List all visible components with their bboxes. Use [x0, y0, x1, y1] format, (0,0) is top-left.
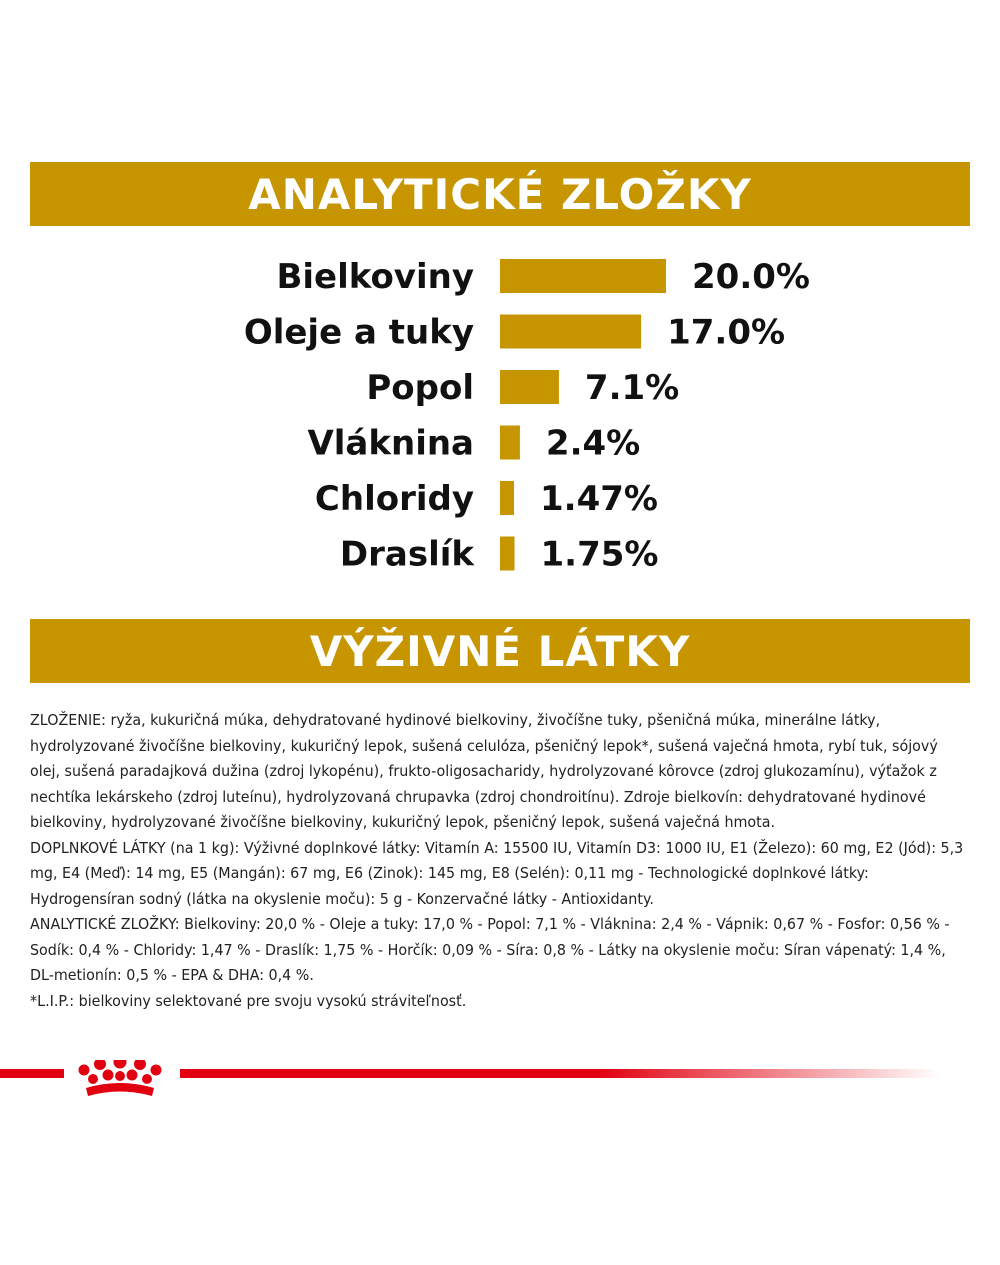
royal-canin-crown-logo — [79, 1060, 162, 1096]
composition-paragraph: ZLOŽENIE: ryža, kukuričná múka, dehydratované hydinové bielkoviny, živočíšne tuky, pšeničná múka, minerálne látky, hydrolyzované živočíšne bielkoviny, kukuričný lepok, sušená celulóza, pšeničný lepok*, sušená vaječná hmota, rybí tuk, sójový olej, sušená paradajková dužina (zdroj lykopénu), frukto-oligosacharidy, hydrolyzované kôrovce (zdroj glukozamínu), výťažok z nechtíka lekárskeho (zdroj luteínu), hydrolyzovaná chrupavka (zdroj chondroitínu). Zdroje bielkovín: dehydratované hydinové bielkoviny, hydrolyzované živočíšne bielkoviny, kukuričný lepok, pšeničný lepok, sušená vaječná hmota. — [30, 711, 938, 831]
brand-footer — [0, 1060, 1000, 1110]
bar — [500, 370, 559, 404]
category-label: Bielkoviny — [276, 257, 474, 297]
category-label: Oleje a tuky — [243, 312, 474, 353]
category-label: Vláknina — [307, 423, 474, 464]
category-label: Draslík — [339, 534, 474, 575]
bar — [500, 259, 666, 293]
additives-paragraph: DOPLNKOVÉ LÁTKY (na 1 kg): Výživné doplnkové látky: Vitamín A: 15500 IU, Vitamín D3: 1000 IU, E1 (Železo): 60 mg, E2 (Jód): 5,3 mg, E4 (Meď): 14 mg, E5 (Mangán): 67 mg, E6 (Zinok): 145 mg, E8 (Selén): 0,11 mg - Technologické doplnkové látky: Hydrogensíran sodný (látka na okyslenie moču): 5 g - Konzervačné látky - Antioxidanty. — [30, 838, 964, 908]
category-label: Chloridy — [314, 479, 474, 519]
bar — [500, 315, 641, 349]
value-label: 1.47% — [540, 479, 658, 519]
nutrients-heading-banner — [30, 619, 970, 683]
value-label: 1.75% — [540, 534, 659, 575]
footer-line-left — [0, 1069, 64, 1078]
analytic-heading-banner — [30, 162, 970, 226]
footnote-paragraph: *L.I.P.: bielkoviny selektované pre svoju vysokú stráviteľnosť. — [30, 991, 467, 1010]
bar — [500, 426, 520, 460]
value-label: 17.0% — [667, 312, 786, 353]
composition-text — [30, 708, 970, 1014]
value-label: 20.0% — [692, 257, 810, 297]
nutrients-heading: VÝŽIVNÉ LÁTKY — [309, 626, 691, 676]
bar — [500, 537, 515, 571]
analytic-bar-chart — [0, 250, 1000, 580]
analytic-paragraph: ANALYTICKÉ ZLOŽKY: Bielkoviny: 20,0 % - Oleje a tuky: 17,0 % - Popol: 7,1 % - Vláknina: 2,4 % - Vápnik: 0,67 % - Fosfor: 0,56 % - Sodík: 0,4 % - Chloridy: 1,47 % - Draslík: 1,75 % - Horčík: 0,09 % - Síra: 0,8 % - Látky na okyslenie moču: Síran vápenatý: 1,4 %, DL-metionín: 0,5 % - EPA & DHA: 0,4 %. — [30, 915, 950, 984]
analytic-heading: ANALYTICKÉ ZLOŽKY — [248, 169, 752, 219]
bar — [500, 481, 514, 515]
value-label: 7.1% — [584, 368, 680, 408]
value-label: 2.4% — [545, 423, 641, 464]
footer-line-right — [180, 1069, 940, 1078]
category-label: Popol — [366, 368, 474, 408]
